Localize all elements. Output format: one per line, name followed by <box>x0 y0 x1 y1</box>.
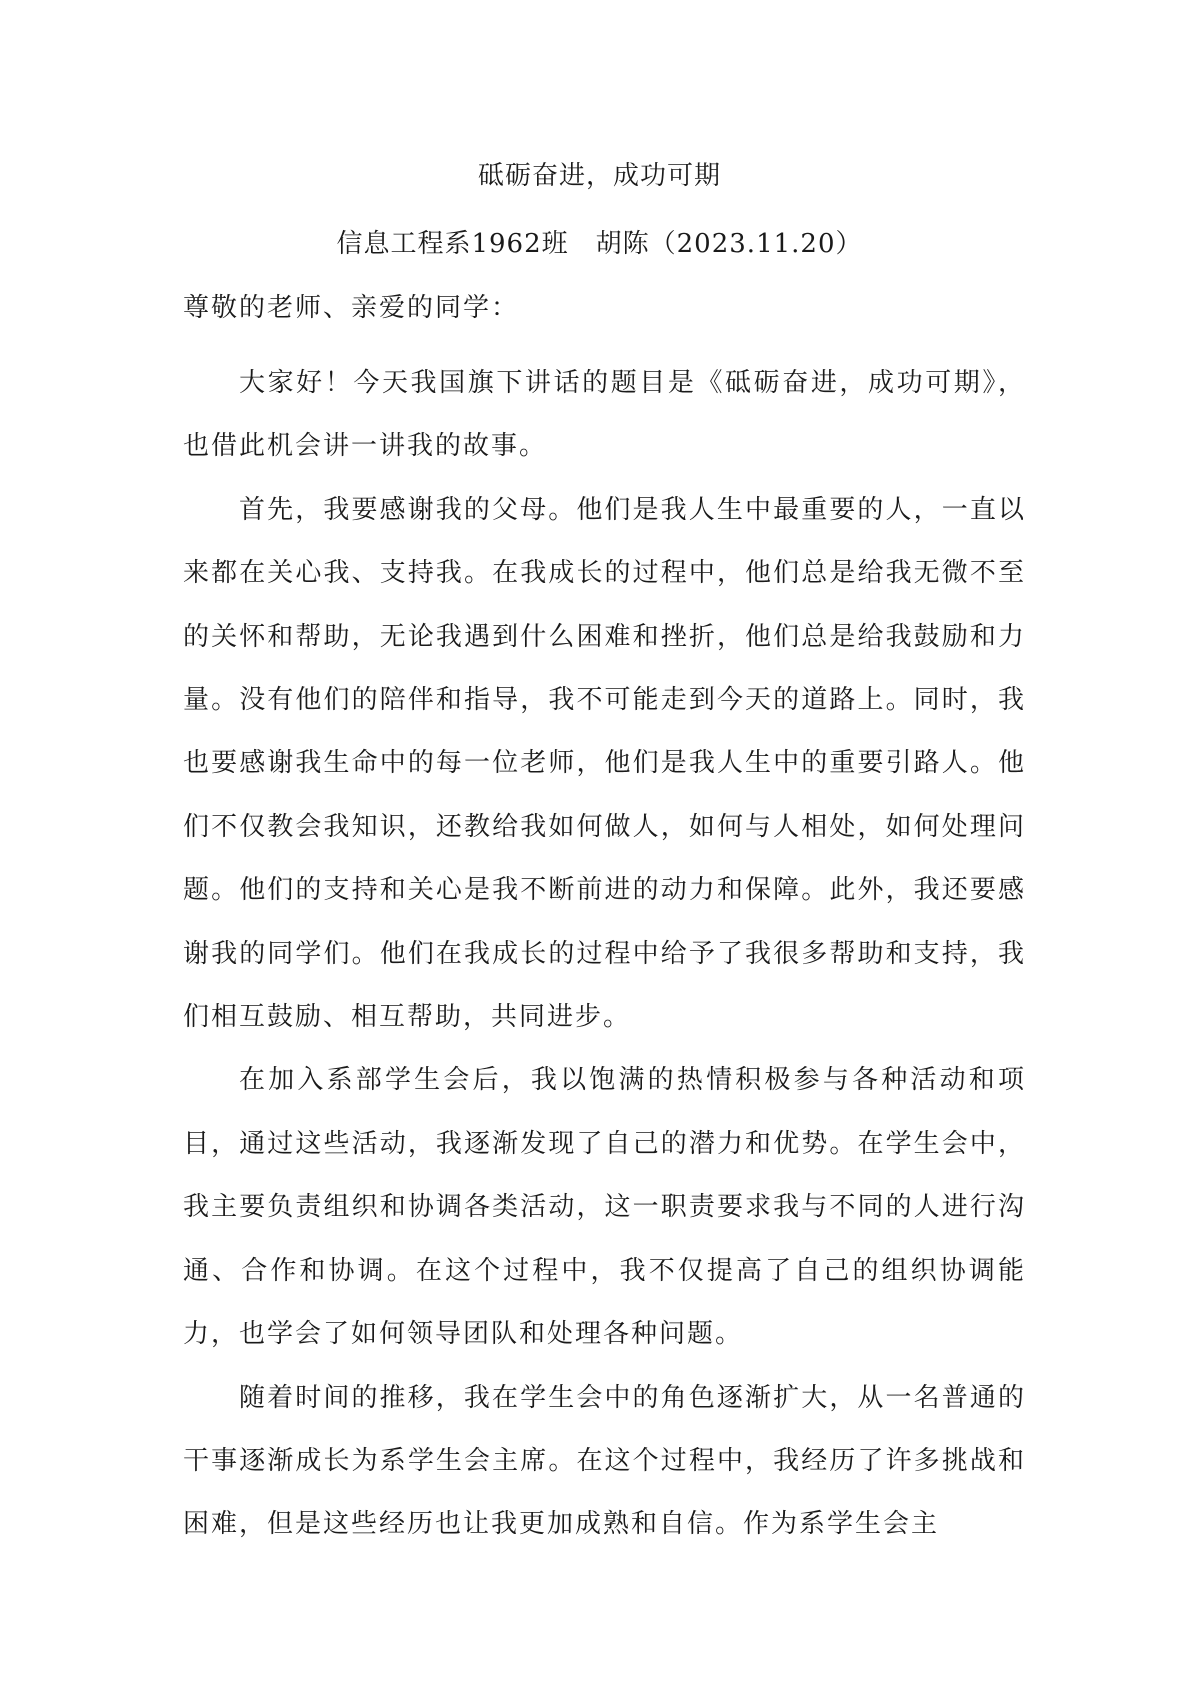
paragraph: 在加入系部学生会后，我以饱满的热情积极参与各种活动和项目，通过这些活动，我逐渐发现了自己的潜力和优势。在学生会中，我主要负责组织和协调各类活动，这一职责要求我与不同的人进行沟通、合作和协调。在这个过程中，我不仅提高了自己的组织协调能力，也学会了如何领导团队和处理各种问题。 <box>183 1065 1026 1350</box>
paragraph: 随着时间的推移，我在学生会中的角色逐渐扩大，从一名普通的干事逐渐成长为系学生会主席。在这个过程中，我经历了许多挑战和困难，但是这些经历也让我更加成熟和自信。作为系学生会主 <box>183 1382 1026 1540</box>
paragraph: 首先，我要感谢我的父母。他们是我人生中最重要的人，一直以来都在关心我、支持我。在我成长的过程中，他们总是给我无微不至的关怀和帮助，无论我遇到什么困难和挫折，他们总是给我鼓励和力量。没有他们的陪伴和指导，我不可能走到今天的道路上。同时，我也要感谢我生命中的每一位老师，他们是我人生中的重要引路人。他们不仅教会我知识，还教给我如何做人，如何与人相处，如何处理问题。他们的支持和关心是我不断前进的动力和保障。此外，我还要感谢我的同学们。他们在我成长的过程中给予了我很多帮助和支持，我们相互鼓励、相互帮助，共同进步。 <box>183 494 1026 1033</box>
document-byline: 信息工程系1962班 胡陈（2023.11.20） <box>336 229 863 259</box>
document-title: 砥砺奋进，成功可期 <box>477 161 721 191</box>
salutation: 尊敬的老师、亲爱的同学： <box>183 293 520 323</box>
speech-body <box>183 352 1026 1557</box>
paragraph: 大家好！今天我国旗下讲话的题目是《砥砺奋进，成功可期》，也借此机会讲一讲我的故事。 <box>183 368 1026 462</box>
